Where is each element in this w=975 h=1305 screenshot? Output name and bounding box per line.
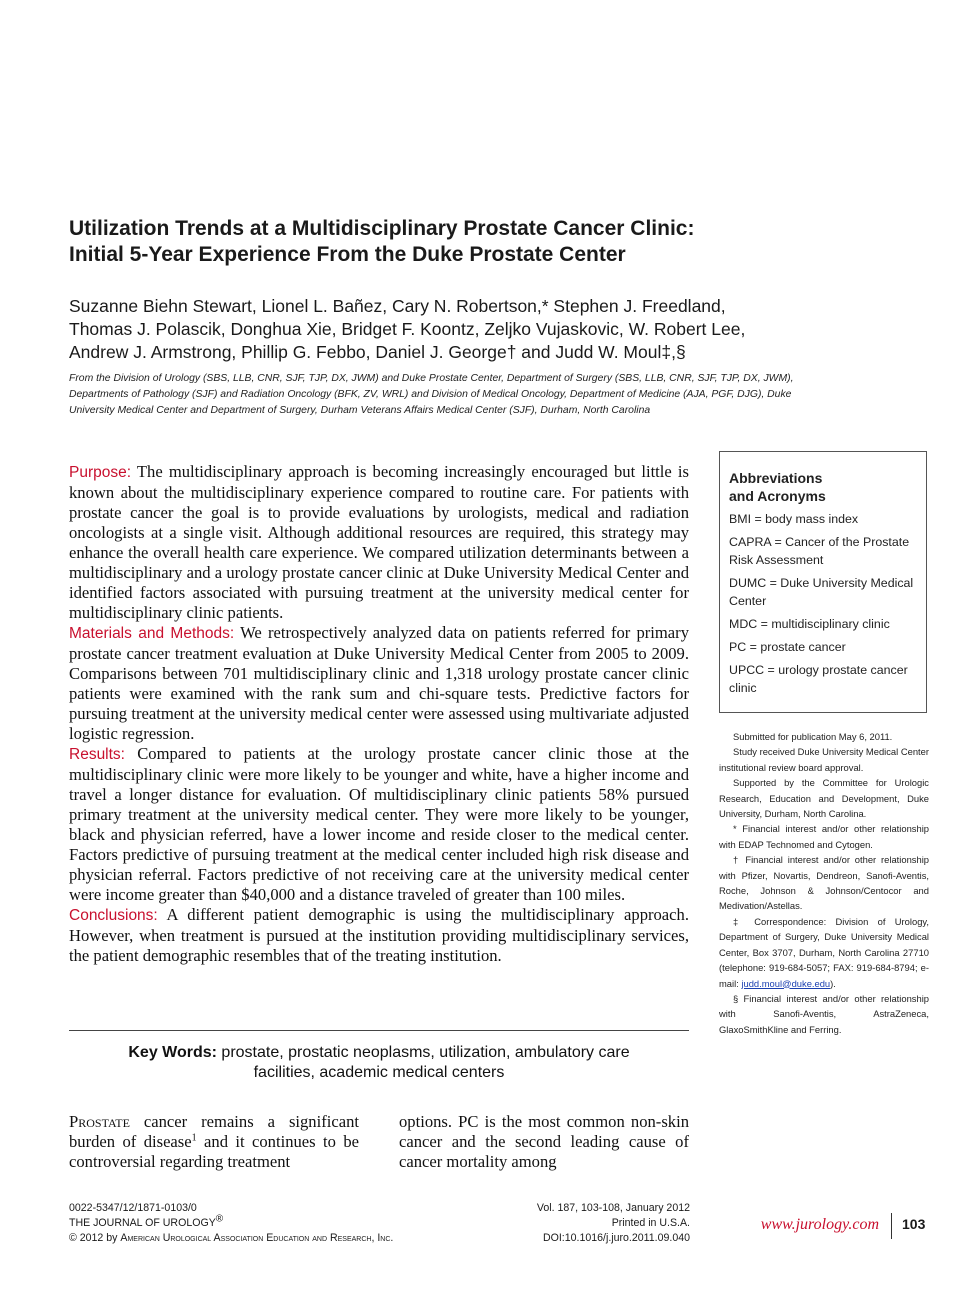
purpose-text: The multidisciplinary approach is becoming increasingly encouraged but little is known about the multidisciplinary experience compared to routine care. For patients with prostate cancer the goal is to provide evaluations by urologists, medical and radiation oncologists at a single visit. Although additional resources are required, this strategy may enhance the overall health care experience. We compared utilization determinants between a multidisciplinary and a urology prostate cancer clinic at Duke University Medical Center and identified factors associated with pursuing treatment at the university medical center for multidisciplinary clinic patients. <box>69 462 689 622</box>
abstract-divider <box>69 1030 689 1031</box>
note-dagger: † Financial interest and/or other relationship with Pfizer, Novartis, Dendreon, Sanofi-Aventis, Roche, Johnson & Johnson/Centocor and Medivation/Astellas. <box>719 854 929 912</box>
correspondence-end: ). <box>830 977 836 989</box>
abbreviations-title <box>729 469 917 505</box>
authors-line-1: Suzanne Biehn Stewart, Lionel L. Bañez, Cary N. Robertson,* Stephen J. Freedland, <box>69 296 726 316</box>
methods-text: We retrospectively analyzed data on patients referred for primary prostate cancer treatment evaluation at Duke University Medical Center from 2005 to 2009. Comparisons between 701 multidisciplinary clinic and 1,318 urology prostate cancer clinic patients were examined with the rank sum and chi-square tests. Predictive factors for pursuing treatment at the university medical center were assessed using multivariate adjusted logistic regression. <box>69 623 689 743</box>
purpose-heading: Purpose: <box>69 464 132 481</box>
footer-copyright <box>69 1231 499 1246</box>
footer-printed: Printed in U.S.A. <box>611 1217 690 1229</box>
journal-name: THE JOURNAL OF UROLOGY <box>69 1217 216 1229</box>
note-section: § Financial interest and/or other relationship with Sanofi-Aventis, AstraZeneca, GlaxoSmithKline and Ferring. <box>719 992 929 1035</box>
abstract <box>69 462 689 966</box>
body-first-word: Prostate <box>69 1112 130 1131</box>
results-text: Compared to patients at the urology prostate cancer clinic those at the multidisciplinary clinic were more likely to be younger and white, have a higher income and travel a longer distance for evaluation. Of multidisciplinary clinic patients 58% pursued primary treatment at the university medical center. They were more likely to be younger, black and physician referred, have a lower income and reside closer to the medical center. Factors predictive of pursuing treatment at the medical center included high risk disease and physician referral. Factors predictive of not receiving care at the university medical center were income greater than $40,000 and a distance traveled of greater than 100 miles. <box>69 744 689 904</box>
abbreviation-item: CAPRA = Cancer of the Prostate Risk Assessment <box>729 535 910 567</box>
abstract-methods <box>69 623 689 744</box>
note-irb: Study received Duke University Medical Center institutional review board approval. <box>719 746 929 773</box>
key-words-line-1 <box>69 1043 689 1063</box>
author-list <box>69 295 829 364</box>
body-left-text-a: cancer remains a significant burden of disease <box>69 1112 359 1151</box>
article-title <box>69 216 829 268</box>
journal-website-link[interactable]: www.jurology.com <box>760 1216 879 1233</box>
authors-line-2: Thomas J. Polascik, Donghua Xie, Bridget F. Koontz, Zeljko Vujaskovic, W. Robert Lee, <box>69 319 746 339</box>
footer-citation <box>470 1201 690 1246</box>
key-words-text-1: prostate, prostatic neoplasms, utilization, ambulatory care <box>221 1044 630 1061</box>
footer-issn: 0022-5347/12/1871-0103/0 <box>69 1202 197 1214</box>
page-number: 103 <box>902 1216 926 1232</box>
results-heading: Results: <box>69 746 125 763</box>
abbreviation-item: UPCC = urology prostate cancer clinic <box>729 663 908 695</box>
title-line-2: Initial 5-Year Experience From the Duke Prostate Center <box>69 243 626 266</box>
note-submitted: Submitted for publication May 6, 2011. <box>733 731 893 742</box>
affiliations: From the Division of Urology (SBS, LLB, CNR, SJF, TJP, DX, JWM) and Duke Prostate Center, Department of Surgery (SBS, LLB, CNR, SJF, TJP, DX, JWM), Departments of Pathology (SJF) and Radiation Oncology (BFK, ZV, WRL) and Division of Medical Oncology, Department of Medicine (AJA, PGF, DJG), Duke University Medical Center and Department of Surgery, Durham Veterans Affairs Medical Center (SJF), Durham, North Carolina <box>69 373 794 416</box>
copyright-prefix: © 2012 by <box>69 1232 121 1244</box>
footer-journal <box>69 1213 499 1231</box>
body-left-text-b: and it continues to be controversial regarding treatment <box>69 1132 359 1171</box>
copyright-org: American Urological Association Education and Research, Inc. <box>120 1232 394 1244</box>
conclusions-heading: Conclusions: <box>69 907 158 924</box>
abbreviation-item: MDC = multidisciplinary clinic <box>729 617 890 631</box>
note-correspondence <box>719 914 929 991</box>
abstract-conclusions <box>69 905 689 966</box>
abbreviations-title-2: and Acronyms <box>729 488 826 504</box>
registered-mark: ® <box>215 1213 224 1225</box>
abbreviation-item: BMI = body mass index <box>729 512 859 526</box>
footer-divider <box>891 1213 892 1239</box>
abbreviations-title-1: Abbreviations <box>729 470 823 486</box>
body-column-left <box>69 1112 359 1172</box>
citation-1[interactable]: 1 <box>191 1132 197 1144</box>
body-column-right: options. PC is the most common non-skin cancer and the second leading cause of cancer mortality among <box>399 1112 689 1171</box>
key-words-line-2: facilities, academic medical centers <box>253 1064 505 1081</box>
footer-doi[interactable]: DOI:10.1016/j.juro.2011.09.040 <box>542 1232 690 1244</box>
title-line-1: Utilization Trends at a Multidisciplinary Prostate Cancer Clinic: <box>69 217 695 240</box>
note-support: Supported by the Committee for Urologic Research, Education and Development, Duke University, Durham, North Carolina. <box>719 777 929 820</box>
key-words <box>69 1043 689 1083</box>
abbreviation-item: PC = prostate cancer <box>729 640 846 654</box>
abbreviations-box <box>719 451 927 713</box>
footer-left <box>69 1201 499 1246</box>
authors-line-3: Andrew J. Armstrong, Phillip G. Febbo, Daniel J. George† and Judd W. Moul‡,§ <box>69 342 686 362</box>
conclusions-text: A different patient demographic is using the multidisciplinary approach. However, when treatment is pursued at the institution providing multidisciplinary services, the patient demographic resembles that of the treating institution. <box>69 905 689 965</box>
abstract-results <box>69 744 689 905</box>
key-words-label: Key Words: <box>128 1044 217 1061</box>
note-star: * Financial interest and/or other relationship with EDAP Technomed and Cytogen. <box>719 823 929 850</box>
correspondence-text: ‡ Correspondence: Division of Urology, Department of Surgery, Duke University Medical Center, Box 3707, Durham, North Carolina 27710 (telephone: 919-684-5057; FAX: 919-684-8794; e-mail: <box>719 915 929 989</box>
abbreviation-item: DUMC = Duke University Medical Center <box>729 576 914 608</box>
email-link[interactable]: judd.moul@duke.edu <box>741 977 831 989</box>
footer-volume: Vol. 187, 103-108, January 2012 <box>536 1202 690 1214</box>
abstract-purpose <box>69 462 689 623</box>
methods-heading: Materials and Methods: <box>69 625 235 642</box>
footnotes <box>719 729 929 1037</box>
